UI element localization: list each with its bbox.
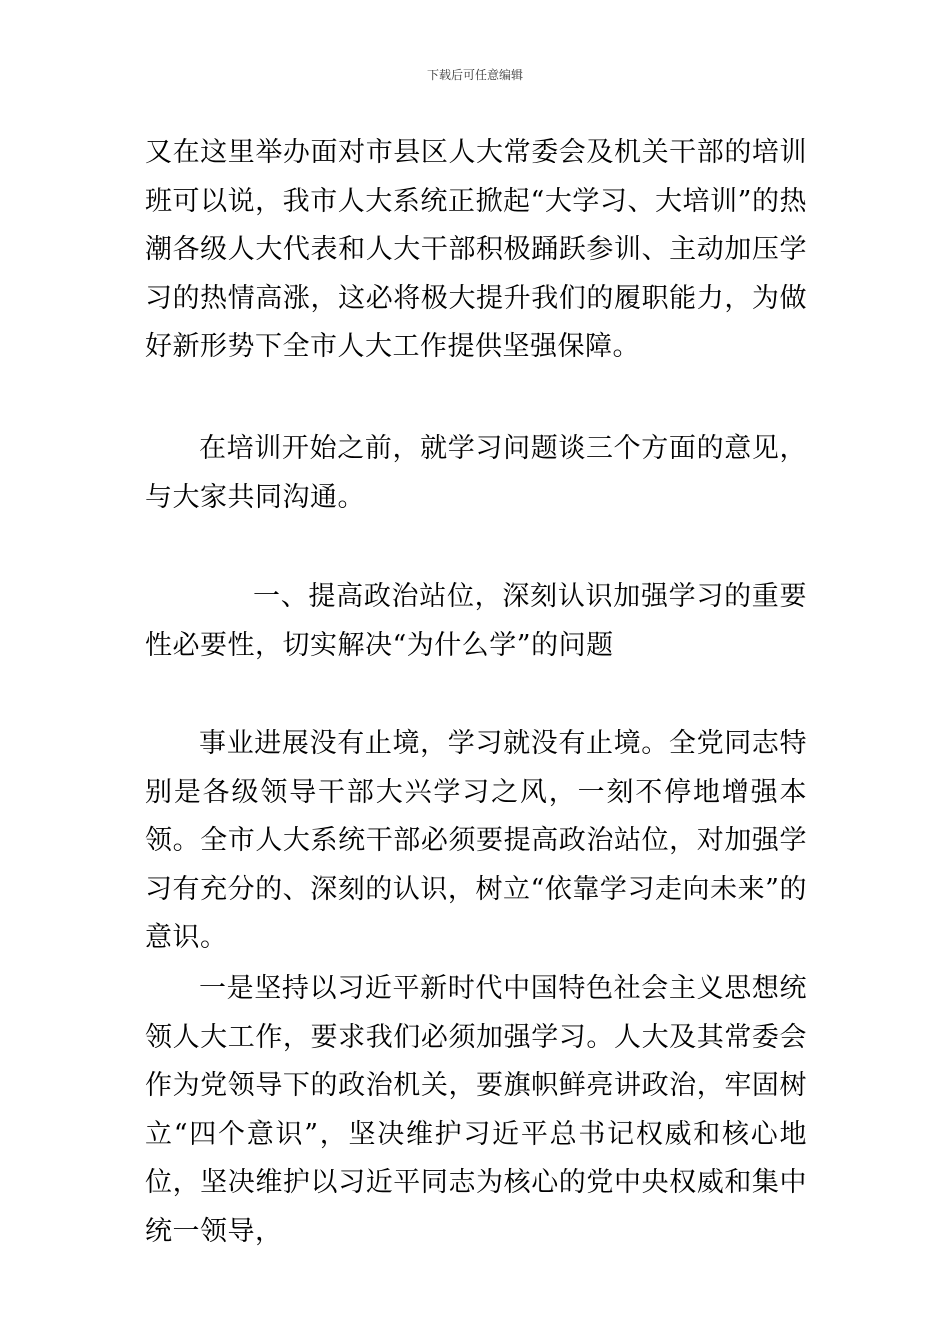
paragraph-1: 又在这里举办面对市县区人大常委会及机关干部的培训班可以说，我市人大系统正掀起“大学习、大培训”的热潮各级人大代表和人大干部积极踊跃参训、主动加压学习的热情高涨，这必将极大提升我们的履职能力，为做好新形势下全市人大工作提供坚强保障。	[145, 137, 807, 362]
header-note: 下载后可任意编辑	[426, 68, 523, 82]
section-heading-1: 一、提高政治站位，深刻认识加强学习的重要性必要性，切实解决“为什么学”的问题	[145, 581, 807, 661]
paragraph-4: 事业进展没有止境，学习就没有止境。全党同志特别是各级领导干部大兴学习之风，一刻不停地增强本领。全市人大系统干部必须要提高政治站位，对加强学习有充分的、深刻的认识，树立“依靠学习走向未来”的意识。	[145, 728, 807, 953]
paragraph-2: 在培训开始之前，就学习问题谈三个方面的意见，与大家共同沟通。	[145, 433, 807, 513]
paragraph-5: 一是坚持以习近平新时代中国特色社会主义思想统领人大工作，要求我们必须加强学习。人大及其常委会作为党领导下的政治机关，要旗帜鲜亮讲政治，牢固树立“四个意识”，坚决维护习近平总书记权威和核心地位，坚决维护以习近平同志为核心的党中央权威和集中统一领导，	[145, 973, 807, 1247]
